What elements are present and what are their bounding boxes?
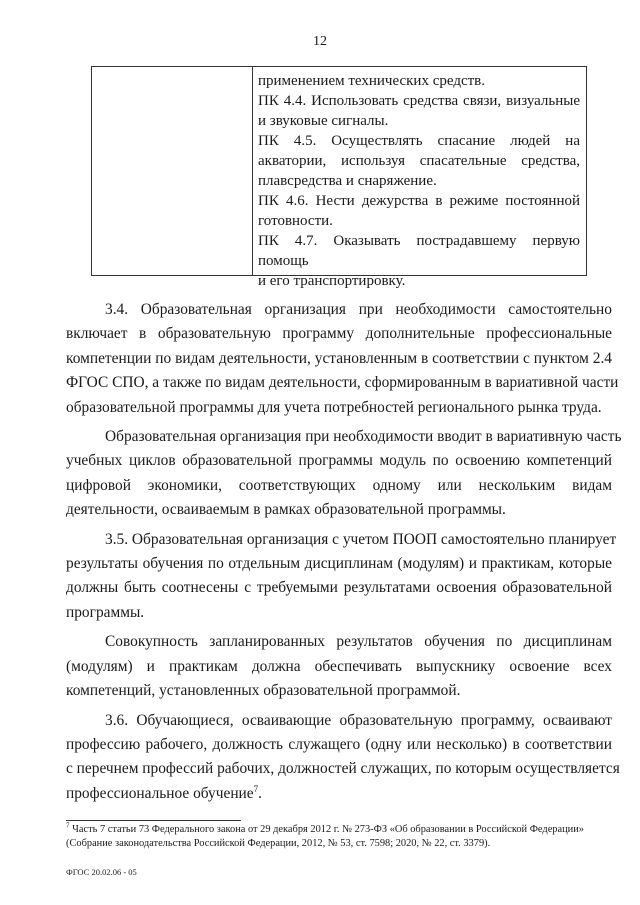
table-column-divider <box>252 67 253 275</box>
table-cell-competencies <box>258 71 580 291</box>
text-line: компетенций, установленных образовательной программой. <box>66 682 461 700</box>
footnote-reference[interactable]: 7 <box>253 783 259 794</box>
text-line: Совокупность запланированных результатов обучения по дисциплинам <box>105 633 612 651</box>
text-line: ФГОС СПО, а также по видам деятельности, сформированным в вариативной части <box>66 374 619 392</box>
text-line: Образовательная организация при необходимости вводит в вариативную часть <box>105 428 622 446</box>
competency-table <box>91 66 587 289</box>
text-line: (модулям) и практикам должна обеспечивать выпускнику освоение всех <box>66 657 612 675</box>
text-line: с перечнем профессий рабочих, должностей служащих, по которым осуществляется <box>66 760 620 778</box>
footnote <box>66 823 612 851</box>
text-line: 3.5. Образовательная организация с учетом ПООП самостоятельно планирует <box>105 530 617 548</box>
text-line-content: профессиональное обучение <box>66 784 254 802</box>
paragraph-3-4 <box>66 298 619 420</box>
text-line: профессиональное обучение$^7$. <box>66 783 262 802</box>
footnote-separator <box>66 820 241 821</box>
text-line: 3.6. Обучающиеся, осваивающие образовательную программу, осваивают <box>105 711 612 729</box>
text-line: компетенции по видам деятельности, установленным в соответствии с пунктом 2.4 <box>66 349 612 367</box>
text-line: должны быть соотнесены с требуемыми результатами освоения образовательной <box>66 579 612 597</box>
table-line: ПК 4.4. Использовать средства связи, визуальные <box>258 93 580 109</box>
page-number: 12 <box>313 34 327 49</box>
text-line: цифровой экономики, соответствующих одному или нескольким видам <box>66 476 612 494</box>
text-line: деятельности, осваиваемым в рамках образовательной программы. <box>66 501 506 519</box>
table-line: применением технических средств. <box>258 73 486 89</box>
paragraph-3-5 <box>66 528 617 626</box>
table-line: и его транспортировку. <box>258 273 406 289</box>
table-line: ПК 4.5. Осуществлять спасание людей на <box>258 133 580 149</box>
footnote-text: Часть 7 статьи 73 Федерального закона от 29 декабря 2012 г. № 273-ФЗ «Об образовании в Российской Федерации» <box>72 824 584 835</box>
document-body <box>66 298 622 811</box>
table-line: плавсредства и снаряжение. <box>258 173 437 189</box>
table-line: и звуковые сигналы. <box>258 113 389 129</box>
table-line: акватории, используя спасательные средства, <box>258 153 580 169</box>
paragraph-digital-economy <box>66 425 622 523</box>
text-line: программы. <box>66 603 145 621</box>
text-line: включает в образовательную программу дополнительные профессиональные <box>66 325 612 343</box>
table-line: ПК 4.7. Оказывать пострадавшему первую помощь <box>258 233 580 269</box>
paragraph-3-6 <box>66 709 620 807</box>
text-line: 3.4. Образовательная организация при необходимости самостоятельно <box>105 301 612 318</box>
footnote-marker: 7 <box>66 821 70 830</box>
text-line: профессию рабочего, должность служащего (одну или несколько) в соответствии <box>66 735 612 753</box>
text-line: учебных циклов образовательной программы модуль по освоению компетенций <box>66 452 612 470</box>
footnote-line: (Собрание законодательства Российской Федерации, 2012, № 53, ст. 7598; 2020, № 22, ст. 3379). <box>66 838 491 849</box>
paragraph-learning-outcomes <box>66 630 612 703</box>
document-footer: ФГОС 20.02.06 - 05 <box>66 867 137 877</box>
table-line: готовности. <box>258 213 333 229</box>
text-line: образовательной программы для учета потребностей регионального рынка труда. <box>66 398 602 416</box>
footnote-line <box>66 823 612 837</box>
table-line: ПК 4.6. Нести дежурства в режиме постоянной <box>258 193 580 209</box>
text-line: результаты обучения по отдельным дисциплинам (модулям) и практикам, которые <box>66 555 612 573</box>
